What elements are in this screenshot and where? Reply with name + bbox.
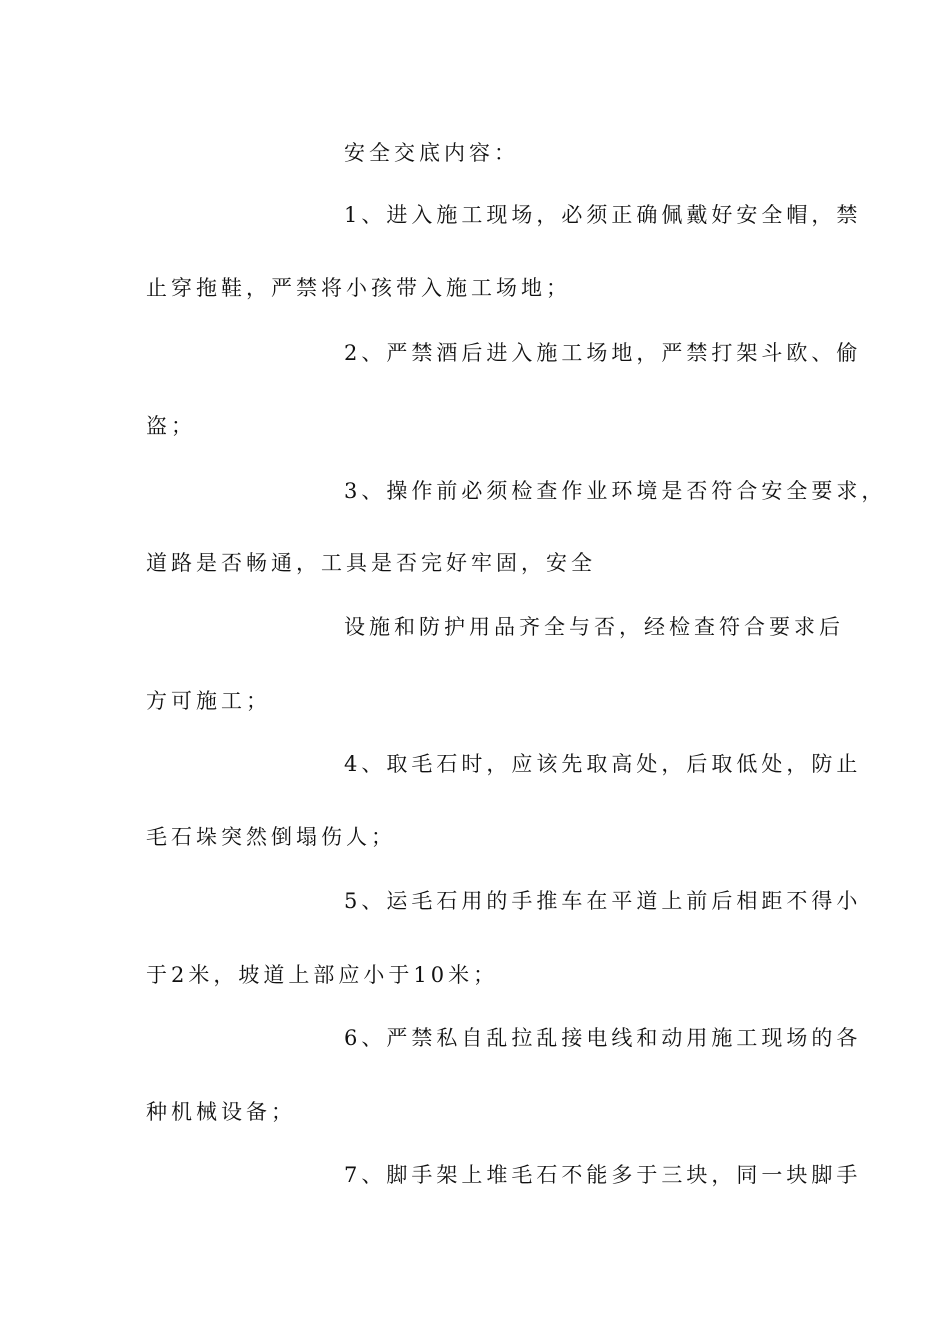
paragraph-line: 止穿拖鞋，严禁将小孩带入施工场地；: [146, 276, 571, 300]
paragraph-line: 3、操作前必须检查作业环境是否符合安全要求，: [344, 479, 887, 503]
paragraph-line: 种机械设备；: [146, 1100, 296, 1124]
paragraph-line: 方可施工；: [146, 689, 271, 713]
paragraph-line: 设施和防护用品齐全与否，经检查符合要求后: [344, 615, 844, 639]
paragraph-line: 2、严禁酒后进入施工场地，严禁打架斗欧、偷: [344, 341, 862, 365]
paragraph-line: 毛石垛突然倒塌伤人；: [146, 825, 396, 849]
paragraph-line: 7、脚手架上堆毛石不能多于三块，同一块脚手: [344, 1163, 862, 1187]
paragraph-line: 盗；: [146, 414, 196, 438]
paragraph-line: 4、取毛石时，应该先取高处，后取低处，防止: [344, 752, 862, 776]
paragraph-line: 1、进入施工现场，必须正确佩戴好安全帽，禁: [344, 203, 862, 227]
paragraph-line: 于2米，坡道上部应小于10米；: [146, 963, 499, 987]
paragraph-line: 道路是否畅通，工具是否完好牢固，安全: [146, 551, 596, 575]
paragraph-line: 5、运毛石用的手推车在平道上前后相距不得小: [344, 889, 862, 913]
paragraph-line: 6、严禁私自乱拉乱接电线和动用施工现场的各: [344, 1026, 862, 1050]
document-heading: 安全交底内容：: [344, 141, 519, 165]
